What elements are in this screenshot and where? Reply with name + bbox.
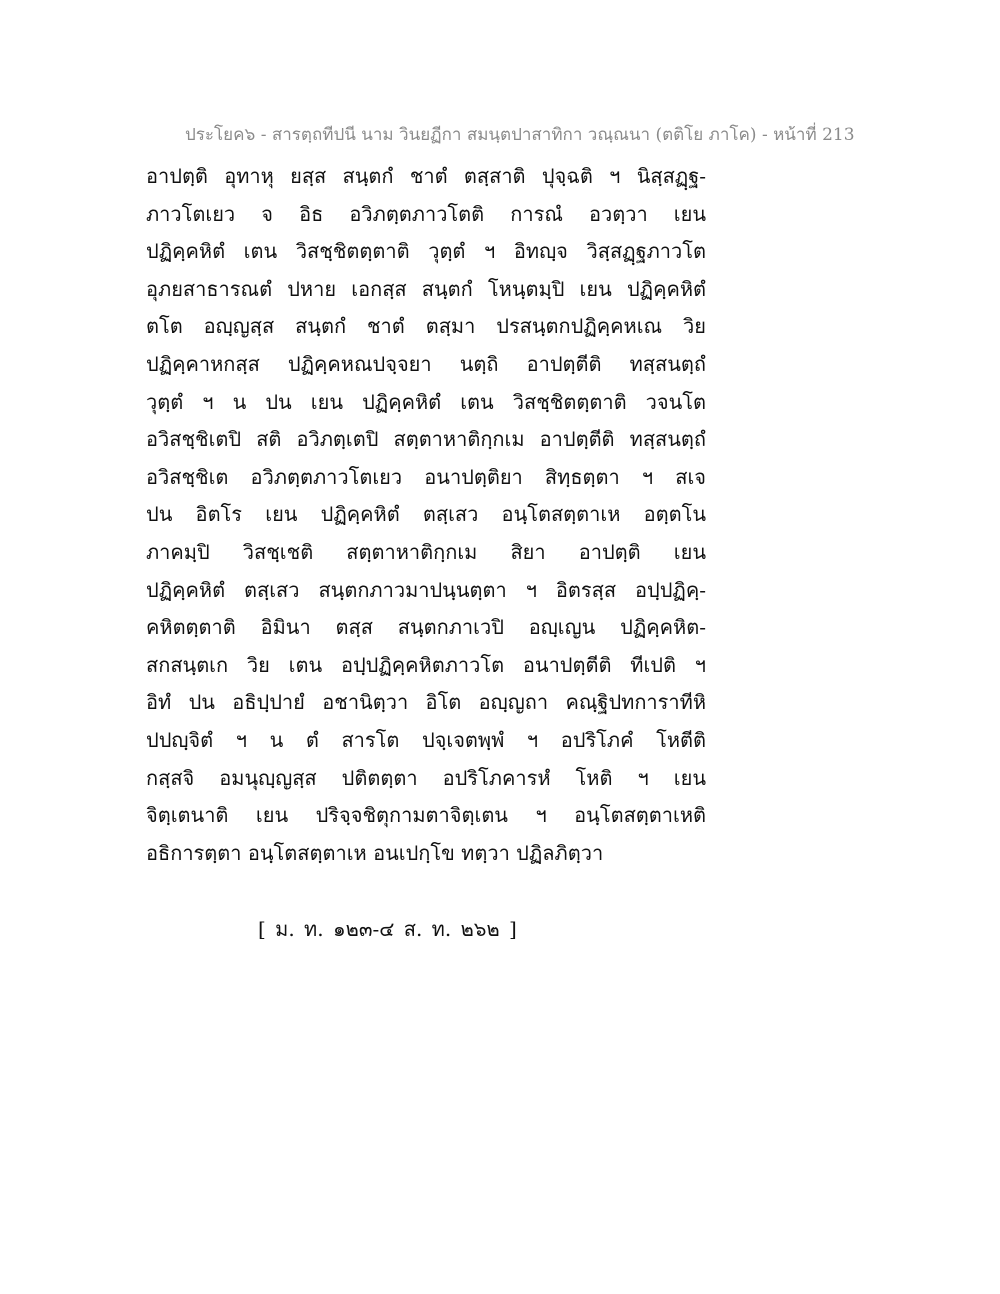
text-line: ปน อิตโร เยน ปฏิคฺคหิตํ ตสฺเสว อนฺโตสตฺตาเห อตฺตโน xyxy=(146,502,706,527)
text-line: ปฏิคฺคหิตํ ตสฺเสว สนฺตกภาวมาปนฺนตฺตา ฯ อิตรสฺส อปฺปฏิคฺ- xyxy=(146,577,706,602)
text-line: คหิตตฺตาติ อิมินา ตสฺส สนฺตกภาเวปิ อญฺเญน ปฏิคฺคหิต- xyxy=(146,615,706,640)
text-line: วุตฺตํ ฯ น ปน เยน ปฏิคฺคหิตํ เตน วิสชฺชิตตฺตาติ วจนโต xyxy=(146,389,706,414)
running-header: ประโยค๖ - สารตฺถทีปนี นาม วินยฏีกา สมนฺตปาสาทิกา วณฺณนา (ตติโย ภาโค) - หน้าที่ 213 xyxy=(185,125,855,145)
text-line: จิตฺเตนาติ เยน ปริจฺจชิตุกามตาจิตฺเตน ฯ อนฺโตสตฺตาเหติ xyxy=(146,803,706,828)
citation-reference: [ ม. ท. ๑๒๓-๔ ส. ท. ๒๖๒ ] xyxy=(258,917,517,941)
text-line: ภาวโตเยว จ อิธ อวิภตฺตภาวโตติ การณํ อวตฺวา เยน xyxy=(146,201,706,226)
text-line: อวิสชฺชิเต อวิภตฺตภาวโตเยว อนาปตฺติยา สิทฺธตฺตา ฯ สเจ xyxy=(146,464,706,489)
text-line: อธิการตฺตา อนฺโตสตฺตาเห อนเปกฺโข ทตฺวา ปฏิลภิตฺวา xyxy=(146,840,604,865)
text-line: ภาคมฺปิ วิสชฺเชติ สตฺตาหาติกฺกเม สิยา อาปตฺติ เยน xyxy=(146,539,706,564)
text-line: ตโต อญฺญสฺส สนฺตกํ ชาตํ ตสฺมา ปรสนฺตกปฏิคฺคหเณ วิย xyxy=(146,314,706,339)
text-line: อุภยสาธารณตํ ปหาย เอกสฺส สนฺตกํ โหนฺตมฺปิ เยน ปฏิคฺคหิตํ xyxy=(146,276,706,301)
body-text xyxy=(146,158,706,872)
text-line: ปปญฺจิตํ ฯ น ตํ สารโต ปจฺเจตพฺพํ ฯ อปริโภคํ โหตีติ xyxy=(146,727,706,752)
text-line: สกสนฺตเก วิย เตน อปฺปฏิคฺคหิตภาวโต อนาปตฺตีติ ทีเปติ ฯ xyxy=(146,652,706,677)
text-line: ปฏิคฺคาหกสฺส ปฏิคฺคหณปจฺจยา นตฺถิ อาปตฺตีติ ทสฺสนตฺถํ xyxy=(146,351,706,376)
text-line: อวิสชฺชิเตปิ สติ อวิภตฺเตปิ สตฺตาหาติกฺกเม อาปตฺตีติ ทสฺสนตฺถํ xyxy=(146,427,706,452)
text-line: อาปตฺติ อุทาหุ ยสฺส สนฺตกํ ชาตํ ตสฺสาติ ปุจฺฉติ ฯ นิสฺสฏฺฐ- xyxy=(146,164,706,188)
text-line: กสฺสจิ อมนุญฺญสฺส ปติตตฺตา อปริโภคารหํ โหติ ฯ เยน xyxy=(146,765,706,790)
text-line: ปฏิคฺคหิตํ เตน วิสชฺชิตตฺตาติ วุตฺตํ ฯ อิทญฺจ วิสฺสฏฺฐภาวโต xyxy=(146,239,706,264)
text-line: อิทํ ปน อธิปฺปายํ อชานิตฺวา อิโต อญฺญถา คณฺฐิปทการาทีหิ xyxy=(146,690,706,715)
